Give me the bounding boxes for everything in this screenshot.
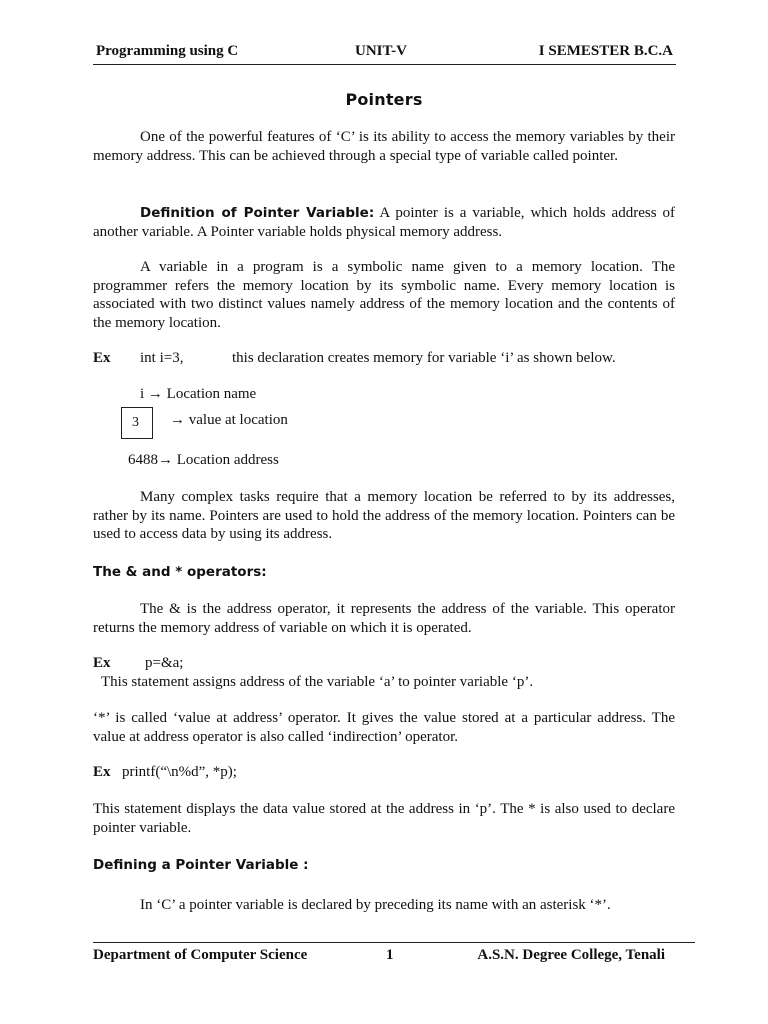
example1-code: int i=3, [140,350,184,366]
displays-statement-paragraph: This statement displays the data value stored at the address in ‘p’. The * is also used to declare pointer variable. [93,801,675,836]
page-number: 1 [386,947,394,963]
asterisk-declaration-paragraph: In ‘C’ a pointer variable is declared by preceding its name with an asterisk ‘*’. [140,897,611,913]
location-name-label: i → Location name [140,386,257,402]
example1-label: Ex [93,350,111,366]
intro-paragraph: One of the powerful features of ‘C’ is its ability to access the memory variables by their memory address. This can be achieved through a special type of variable called pointer. [93,129,675,164]
operators-heading: The & and * operators: [93,564,267,580]
value-at-address-paragraph: ‘*’ is called ‘value at address’ operator. It gives the value stored at a particular address. The value at address operator is also called ‘indirection’ operator. [93,710,675,745]
memory-value-box: 3 [121,407,153,439]
variable-description-paragraph: A variable in a program is a symbolic name given to a memory location. The programmer refers the memory location by its symbolic name. Every memory location is associated with two distinct values namely address of the memory location and the contents of the memory location. [93,259,675,331]
header-unit: UNIT-V [355,43,407,59]
value-at-location-label: → value at location [170,412,288,428]
example1-description: this declaration creates memory for variable ‘i’ as shown below. [232,350,616,366]
page-footer [93,942,695,967]
assign-statement: This statement assigns address of the variable ‘a’ to pointer variable ‘p’. [101,674,534,690]
example3-code: printf(“\n%d”, *p); [122,764,237,780]
footer-department: Department of Computer Science [93,947,308,963]
definition-text: A pointer is a variable, which holds address of another variable. A Pointer variable holds physical memory address. [93,205,676,240]
example3-label: Ex [93,764,111,780]
footer-college: A.S.N. Degree College, Tenali [477,947,665,963]
defining-heading: Defining a Pointer Variable : [93,857,309,873]
header-course: Programming using C [96,43,239,59]
header-semester: I SEMESTER B.C.A [538,43,673,59]
definition-label: Definition of Pointer Variable: [140,205,375,221]
page-header [93,42,676,65]
example2-code: p=&a; [145,655,184,671]
location-address-label: 6488→ Location address [128,452,279,468]
page-title: Pointers [345,90,423,109]
example2-label: Ex [93,655,111,671]
address-operator-paragraph: The & is the address operator, it represents the address of the variable. This operator returns the memory address of variable on which it is operated. [93,601,675,636]
complex-tasks-paragraph: Many complex tasks require that a memory location be referred to by its addresses, rather by its name. Pointers are used to hold the address of the memory location. Pointers can be used to access data by using its address. [93,489,675,542]
definition-paragraph [93,204,675,241]
